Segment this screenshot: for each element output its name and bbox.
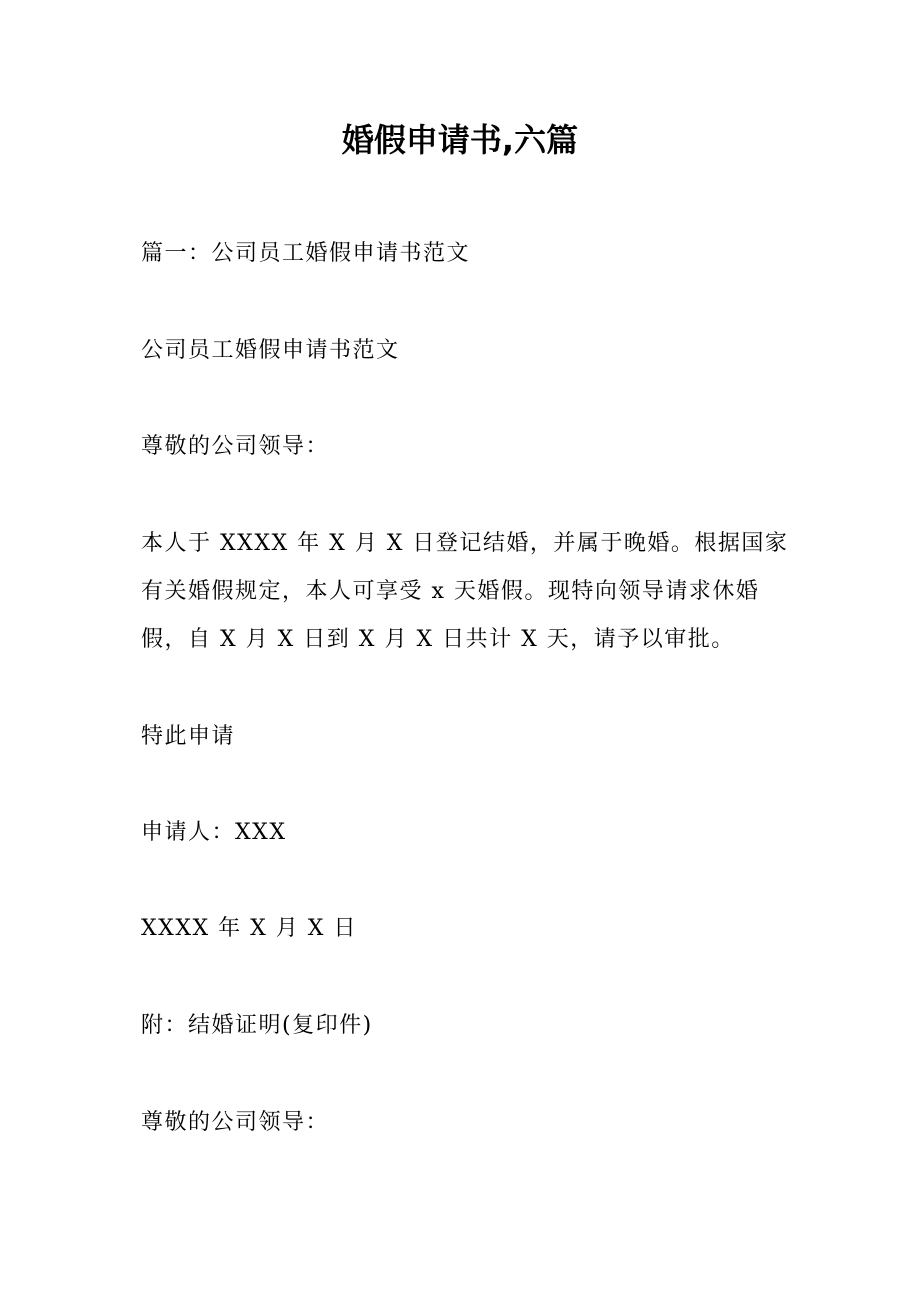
applicant-line: 申请人：XXX	[141, 820, 287, 845]
sub-heading: 公司员工婚假申请书范文	[141, 338, 400, 363]
body-line-1: 本人于 XXXX 年 X 月 X 日登记结婚，并属于晚婚。根据国家	[141, 531, 789, 556]
closing-text: 特此申请	[141, 724, 236, 749]
document-title: 婚假申请书,六篇	[341, 121, 579, 159]
body-line-3: 假，自 X 月 X 日到 X 月 X 日共计 X 天，请予以审批。	[141, 627, 735, 652]
section-heading: 篇一：公司员工婚假申请书范文	[141, 241, 471, 266]
date-line: XXXX 年 X 月 X 日	[141, 916, 357, 941]
attachment-line: 附：结婚证明(复印件)	[141, 1013, 373, 1038]
salutation: 尊敬的公司领导：	[141, 434, 330, 459]
body-line-2: 有关婚假规定，本人可享受 x 天婚假。现特向领导请求休婚	[141, 579, 760, 604]
salutation-second: 尊敬的公司领导：	[141, 1110, 330, 1135]
